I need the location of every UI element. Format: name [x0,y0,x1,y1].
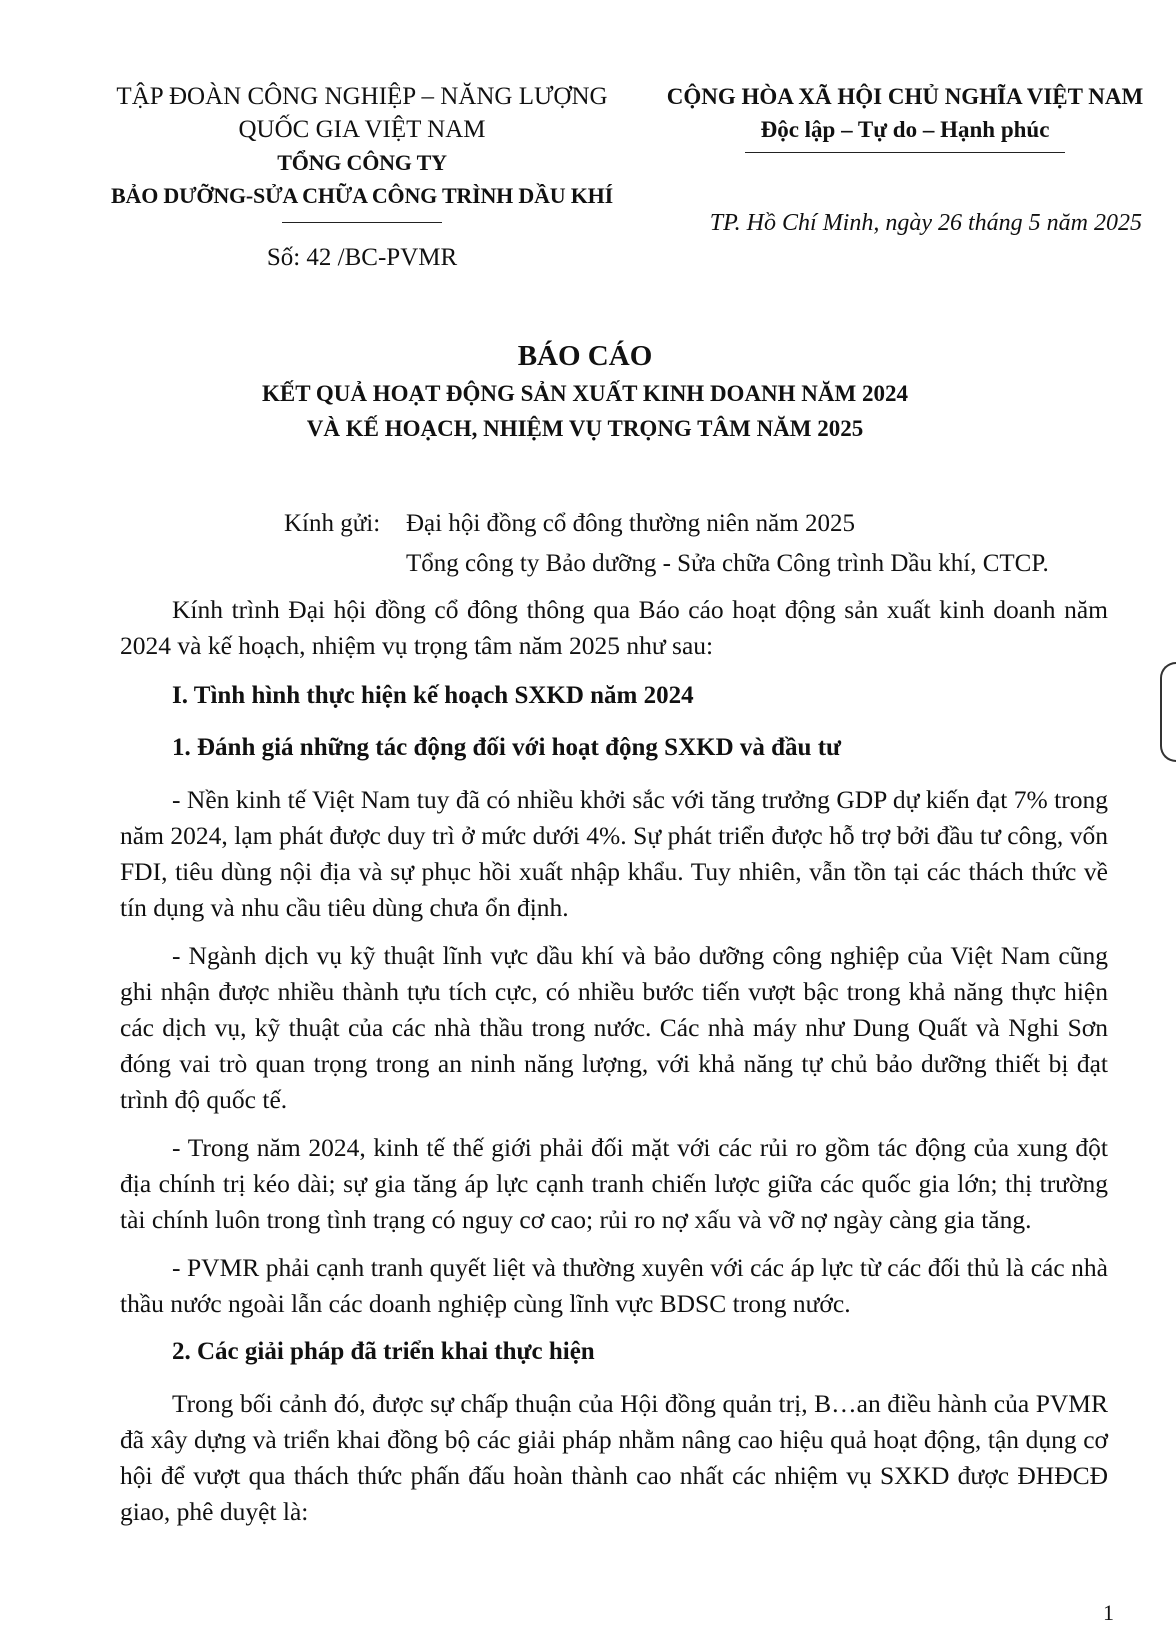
report-title-main: BÁO CÁO [517,340,653,372]
issuer-line-3: TỔNG CÔNG TY [277,150,447,175]
issuer-line-1: TẬP ĐOÀN CÔNG NGHIỆP – NĂNG LƯỢNG [116,83,608,110]
national-title: CỘNG HÒA XÃ HỘI CHỦ NGHĨA VIỆT NAM [666,84,1144,109]
subsection-1-paragraph: - Nền kinh tế Việt Nam tuy đã có nhiều khởi sắc với tăng trưởng GDP dự kiến đạt 7% trong năm 2024, lạm phát được duy trì ở mức dưới 4%. Sự phát triển được hỗ trợ bởi đầu tư công, vốn FDI, tiêu dùng nội địa và sự phục hồi xuất nhập khẩu. Tuy nhiên, vẫn tồn tại các thách thức về tín dụng và nhu cầu tiêu dùng chưa ổn định. [120,785,1108,922]
national-header [650,80,1160,240]
subsection-2-heading: 2. Các giải pháp đã triển khai thực hiện [172,1338,595,1365]
document-date: TP. Hồ Chí Minh, ngày 26 tháng 5 năm 2025 [709,210,1142,236]
addressee-recipient-2: Tổng công ty Bảo dưỡng - Sửa chữa Công trình Dầu khí, CTCP. [406,550,1049,577]
intro-paragraph: Kính trình Đại hội đồng cổ đông thông qua Báo cáo hoạt động sản xuất kinh doanh năm 2024 và kế hoạch, nhiệm vụ trọng tâm năm 2025 như sau: [120,595,1108,660]
subsection-1-paragraph: - PVMR phải cạnh tranh quyết liệt và thường xuyên với các áp lực từ các đối thủ là các nhà thầu nước ngoài lẫn các doanh nghiệp cùng lĩnh vực BDSC trong nước. [120,1253,1108,1318]
issuer-line-4: BẢO DƯỠNG-SỬA CHỮA CÔNG TRÌNH DẦU KHÍ [111,183,613,208]
document-number: Số: 42 /BC-PVMR [266,244,458,271]
report-body [120,592,1108,1542]
issuer-line-2: QUỐC GIA VIỆT NAM [238,116,486,143]
addressee-block [284,504,1049,584]
subsection-1-paragraph: - Ngành dịch vụ kỹ thuật lĩnh vực dầu khí và bảo dưỡng công nghiệp của Việt Nam cũng ghi nhận được nhiều thành tựu tích cực, có nhiều bước tiến vượt bậc trong khả năng thực hiện các dịch vụ, kỹ thuật của các nhà thầu trong nước. Các nhà máy như Dung Quất và Nghi Sơn đóng vai trò quan trọng trong an ninh năng lượng, với khả năng tự chủ bảo dưỡng thiết bị đạt trình độ quốc tế. [120,941,1108,1114]
binding-hole-mark [1160,662,1176,762]
subsection-1-paragraph: - Trong năm 2024, kinh tế thế giới phải đối mặt với các rủi ro gồm tác động của xung đột địa chính trị kéo dài; sự gia tăng áp lực cạnh tranh chiến lược giữa các quốc gia lớn; thị trường tài chính luôn trong tình trạng có nguy cơ cao; rủi ro nợ xấu và vỡ nợ ngày càng gia tăng. [120,1133,1108,1234]
report-title-line-2: KẾT QUẢ HOẠT ĐỘNG SẢN XUẤT KINH DOANH NĂM 2024 [262,381,908,406]
page-number: 1 [1103,1600,1114,1625]
report-title [60,336,1110,446]
addressee-label: Kính gửi: [284,510,381,537]
report-title-line-3: VÀ KẾ HOẠCH, NHIỆM VỤ TRỌNG TÂM NĂM 2025 [306,416,864,441]
subsection-2-paragraph: Trong bối cảnh đó, được sự chấp thuận của Hội đồng quản trị, B…an điều hành của PVMR đã xây dựng và triển khai đồng bộ các giải pháp nhằm nâng cao hiệu quả hoạt động, tận dụng cơ hội để vượt qua thách thức phấn đấu hoàn thành cao nhất các nhiệm vụ SXKD được ĐHĐCĐ giao, phê duyệt là: [120,1389,1108,1526]
motto-underline [745,152,1065,153]
issuer-underline [282,222,442,223]
national-motto: Độc lập – Tự do – Hạnh phúc [760,117,1050,142]
subsection-1-heading: 1. Đánh giá những tác động đối với hoạt động SXKD và đầu tư [172,734,842,761]
addressee-recipient-1: Đại hội đồng cổ đông thường niên năm 2025 [406,510,855,537]
section-1-heading: I. Tình hình thực hiện kế hoạch SXKD năm 2024 [172,682,694,709]
issuer-header [96,80,628,274]
